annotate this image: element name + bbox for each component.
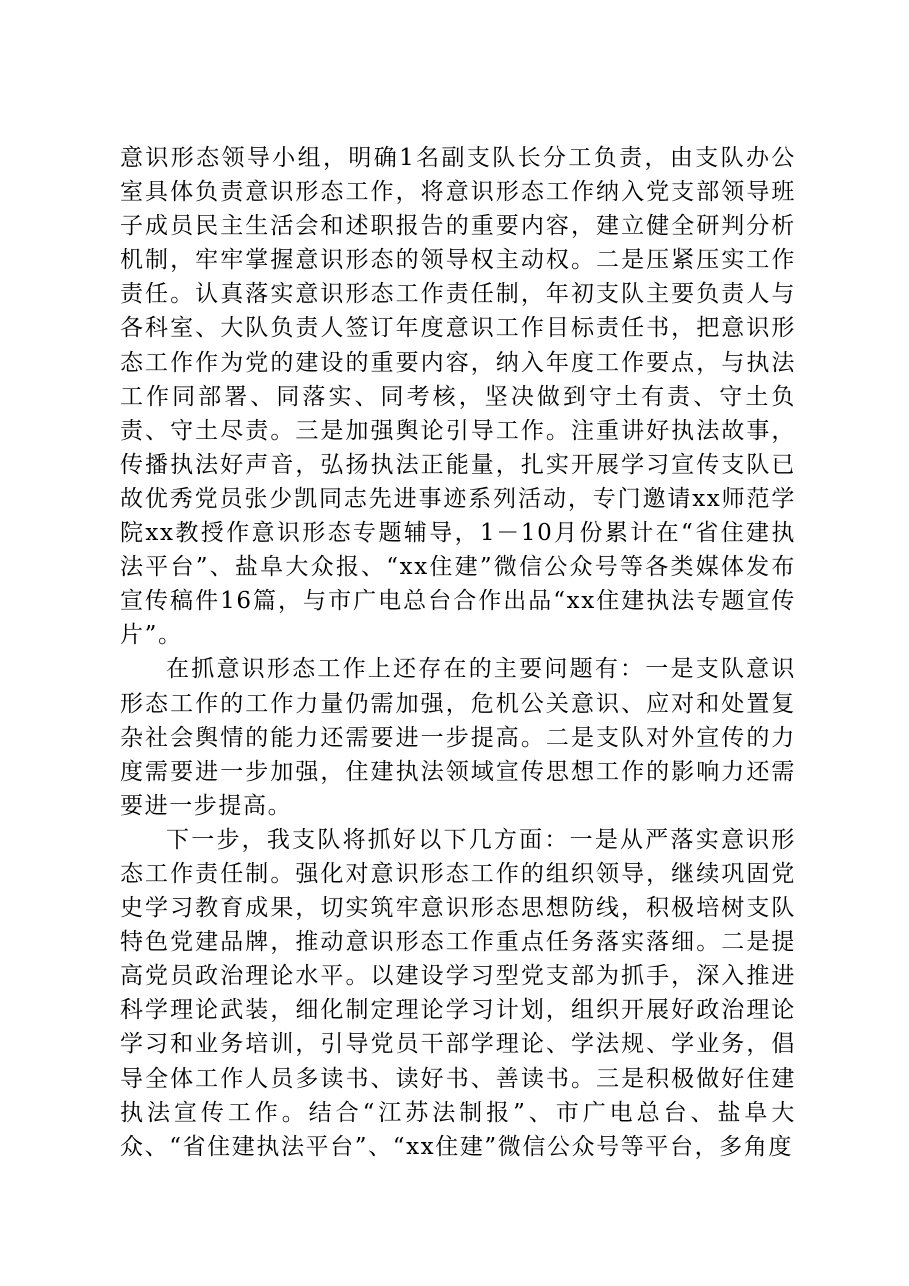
paragraph-continuation: 意识形态领导小组，明确1名副支队长分工负责，由支队办公室具体负责意识形态工作，将意识形态工作纳入党支部领导班子成员民主生活会和述职报告的重要内容，建立健全研判分析机制，牢牢掌握意识形态的领导权主动权。二是压紧压实工作责任。认真落实意识形态工作责任制，年初支队主要负责人与各科室、大队负责人签订年度意识工作目标责任书，把意识形态工作作为党的建设的重要内容，纳入年度工作要点，与执法工作同部署、同落实、同考核，坚决做到守土有责、守土负责、守土尽责。三是加强舆论引导工作。注重讲好执法故事，传播执法好声音，弘扬执法正能量，扎实开展学习宣传支队已故优秀党员张少凯同志先进事迹系列活动，专门邀请xx师范学院xx教授作意识形态专题辅导，1－10月份累计在“省住建执法平台”、盐阜大众报、“xx住建”微信公众号等各类媒体发布宣传稿件16篇，与市广电总台合作出品“xx住建执法专题宣传片”。: [120, 145, 796, 649]
paragraph-problems: 在抓意识形态工作上还存在的主要问题有：一是支队意识形态工作的工作力量仍需加强，危机公关意识、应对和处置复杂社会舆情的能力还需要进一步提高。二是支队对外宣传的力度需要进一步加强，住建执法领域宣传思想工作的影响力还需要进一步提高。: [120, 656, 796, 819]
paragraph-next-steps: 下一步，我支队将抓好以下几方面：一是从严落实意识形态工作责任制。强化对意识形态工作的组织领导，继续巩固党史学习教育成果，切实筑牢意识形态思想防线，积极培树支队特色党建品牌，推动意识形态工作重点任务落实落细。二是提高党员政治理论水平。以建设学习型党支部为抓手，深入推进科学理论武装，细化制定理论学习计划，组织开展好政治理论学习和业务培训，引导党员干部学理论、学法规、学业务，倡导全体工作人员多读书、读好书、善读书。三是积极做好住建执法宣传工作。结合“江苏法制报”、市广电总台、盐阜大众、“省住建执法平台”、“xx住建”微信公众号等平台，多角度: [120, 826, 796, 1160]
document-body: [120, 141, 796, 1164]
